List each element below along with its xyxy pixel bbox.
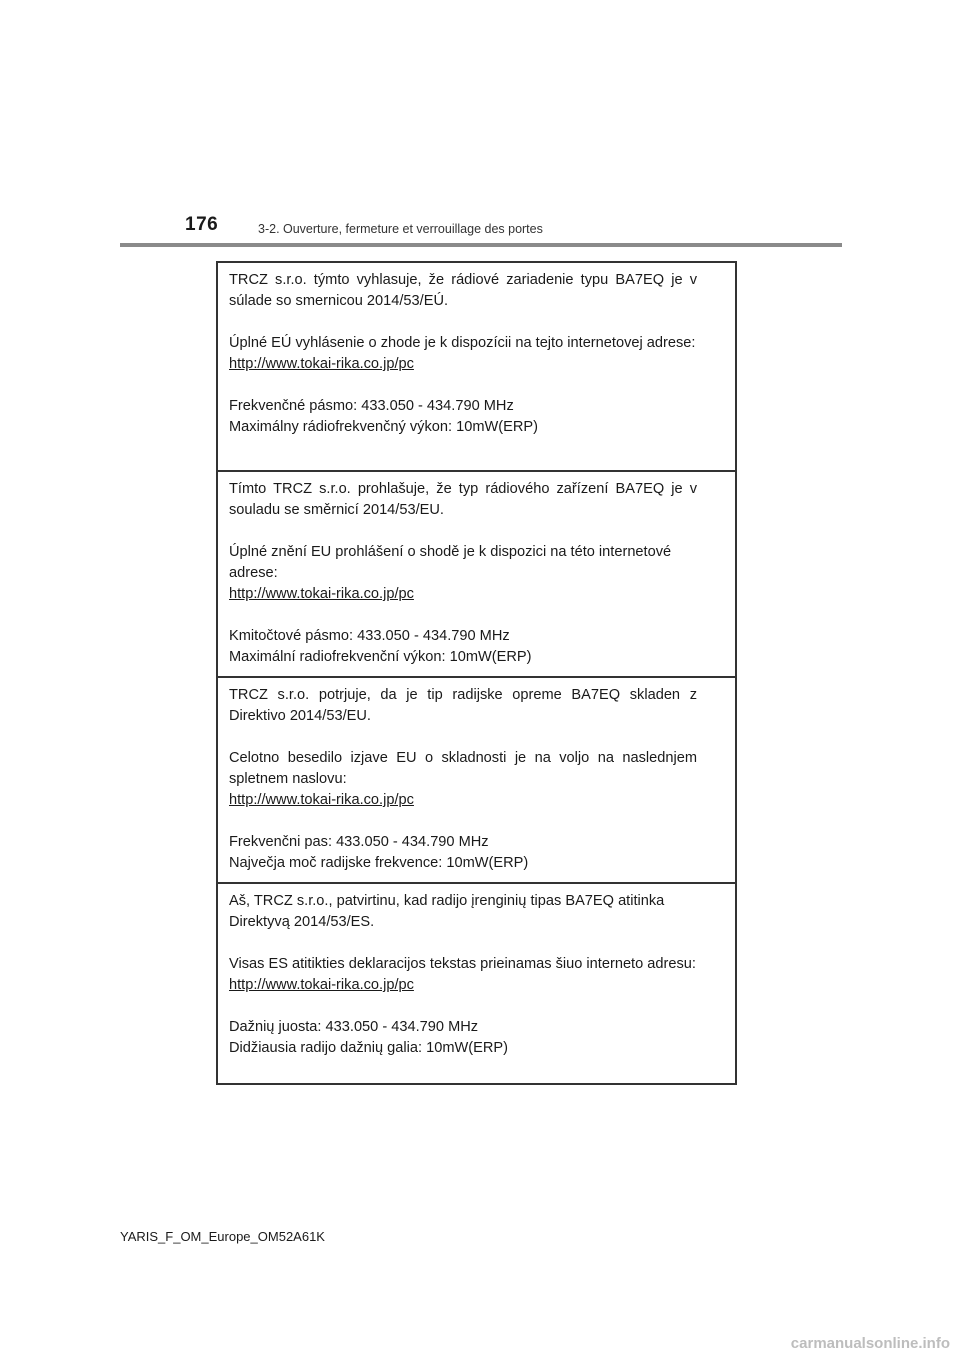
- declaration-url-link[interactable]: http://www.tokai-rika.co.jp/pc: [229, 792, 414, 808]
- availability-text: [229, 954, 697, 996]
- watermark: carmanualsonline.info: [790, 1335, 950, 1352]
- declaration-text: Tímto TRCZ s.r.o. prohlašuje, že typ rádiového zařízení BA7EQ je v souladu se směrnicí 2014/53/EU.: [229, 481, 697, 518]
- frequency-band-text: Kmitočtové pásmo: 433.050 - 434.790 MHz: [229, 628, 510, 644]
- conformity-notice-table: [216, 261, 737, 1085]
- max-power-text: Maximální radiofrekvenční výkon: 10mW(ERP): [229, 649, 532, 665]
- declaration-block-slovak: [218, 263, 735, 470]
- radio-specs: [229, 1017, 697, 1059]
- radio-specs: [229, 832, 697, 874]
- declaration-text: TRCZ s.r.o. týmto vyhlasuje, že rádiové zariadenie typu BA7EQ je v súlade so smernicou 2014/53/EÚ.: [229, 272, 697, 309]
- availability-sentence: Celotno besedilo izjave EU o skladnosti je na voljo na naslednjem spletnem naslovu:: [229, 750, 697, 787]
- section-title: 3-2. Ouverture, fermeture et verrouillage des portes: [258, 222, 543, 236]
- frequency-band-text: Frekvenčni pas: 433.050 - 434.790 MHz: [229, 834, 489, 850]
- declaration-block-slovenian: [218, 676, 735, 882]
- max-power-text: Didžiausia radijo dažnių galia: 10mW(ERP): [229, 1040, 509, 1056]
- frequency-band-text: Frekvenčné pásmo: 433.050 - 434.790 MHz: [229, 398, 514, 414]
- radio-specs: [229, 626, 697, 668]
- availability-text: [229, 333, 697, 375]
- radio-specs: [229, 396, 697, 438]
- document-code: YARIS_F_OM_Europe_OM52A61K: [120, 1229, 325, 1244]
- frequency-band-text: Dažnių juosta: 433.050 - 434.790 MHz: [229, 1019, 479, 1035]
- max-power-text: Maximálny rádiofrekvenčný výkon: 10mW(ERP): [229, 419, 538, 435]
- declaration-url-link[interactable]: http://www.tokai-rika.co.jp/pc: [229, 356, 414, 372]
- declaration-text: TRCZ s.r.o. potrjuje, da je tip radijske opreme BA7EQ skladen z Direktivo 2014/53/EU.: [229, 687, 697, 724]
- declaration-url-link[interactable]: http://www.tokai-rika.co.jp/pc: [229, 977, 414, 993]
- max-power-text: Največja moč radijske frekvence: 10mW(ERP): [229, 855, 529, 871]
- declaration-block-lithuanian: [218, 882, 735, 1083]
- availability-text: [229, 748, 697, 811]
- availability-sentence: Úplné znění EU prohlášení o shodě je k dispozici na této internetové adrese:: [229, 544, 672, 581]
- declaration-block-czech: [218, 470, 735, 676]
- declaration-url-link[interactable]: http://www.tokai-rika.co.jp/pc: [229, 586, 414, 602]
- availability-sentence: Úplné EÚ vyhlásenie o zhode je k dispozícii na tejto internetovej adrese:: [229, 335, 696, 351]
- header-rule: [120, 243, 842, 247]
- page-number: 176: [185, 214, 219, 235]
- declaration-text: Aš, TRCZ s.r.o., patvirtinu, kad radijo įrenginių tipas BA7EQ atitinka Direktyvą 2014/53/ES.: [229, 893, 665, 930]
- availability-text: [229, 542, 697, 605]
- availability-sentence: Visas ES atitikties deklaracijos tekstas prieinamas šiuo interneto adresu:: [229, 956, 696, 972]
